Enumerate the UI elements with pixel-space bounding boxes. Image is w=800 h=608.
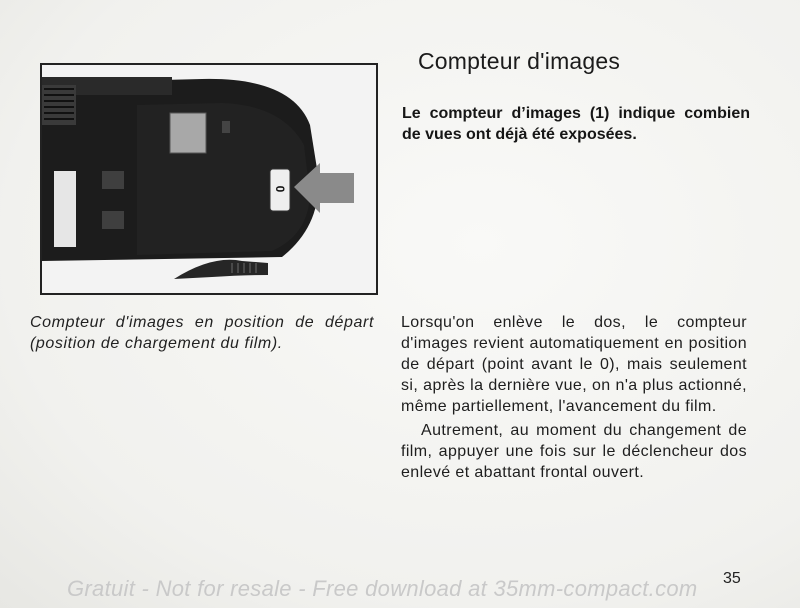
watermark: Gratuit - Not for resale - Free download at 35mm-compact.com bbox=[67, 576, 698, 601]
intro-text: Le compteur d’images (1) indique combien de vues ont déjà été exposées. bbox=[402, 105, 750, 143]
page-number: 35 bbox=[723, 570, 741, 587]
body-paragraph: Lorsqu'on enlève le dos, le compteur d'images revient automatiquement en position de départ (point avant le 0), mais seulement si, après la dernière vue, on n'a plus actionné, même partiellement, l'avancement du film. bbox=[401, 314, 747, 415]
camera-counter-photo bbox=[40, 63, 378, 295]
svg-text:0: 0 bbox=[273, 185, 287, 193]
section-title: Compteur d'images bbox=[418, 48, 621, 74]
photo-caption: Compteur d'images en position de départ (position de chargement du film). bbox=[30, 314, 374, 352]
body-paragraph: Autrement, au moment du changement de film, appuyer une fois sur le déclencheur dos enlevé et abattant frontal ouvert. bbox=[401, 422, 747, 481]
body-text bbox=[401, 312, 747, 483]
